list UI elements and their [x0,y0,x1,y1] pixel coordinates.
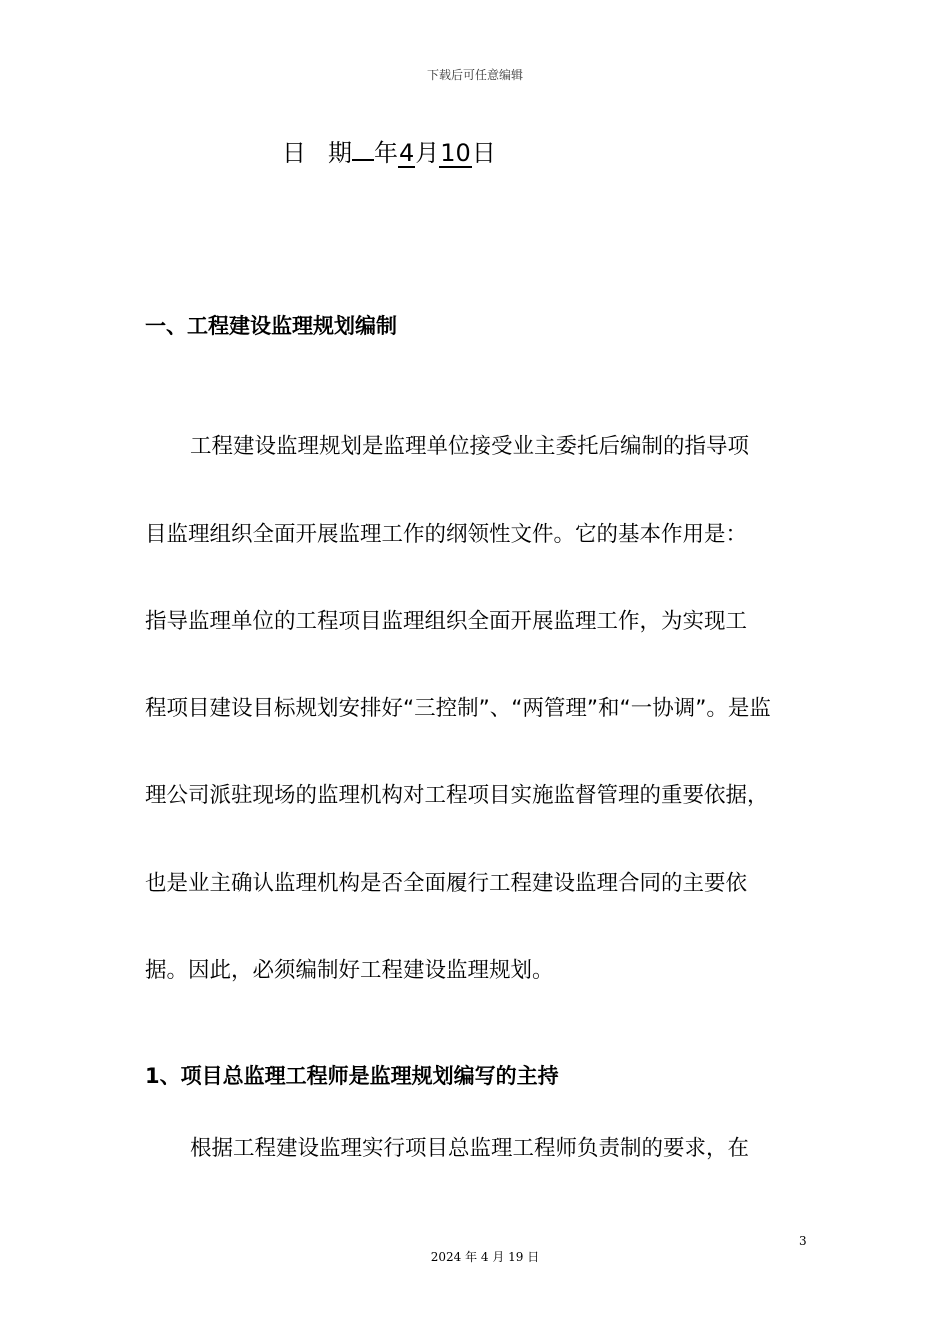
paragraph-line: 理公司派驻现场的监理机构对工程项目实施监督管理的重要依据， [145,783,769,808]
year-blank [352,159,374,161]
date-line [282,133,496,168]
date-label-year: 年 [374,139,398,167]
date-label-qi: 期 [328,139,352,167]
subheading: 1、项目总监理工程师是监理规划编写的主持 [145,1064,559,1088]
date-label-ri: 日 [282,139,306,167]
paragraph-line: 工程建设监理规划是监理单位接受业主委托后编制的指导项 [190,434,750,459]
page-number: 3 [799,1234,807,1248]
paragraph-line: 根据工程建设监理实行项目总监理工程师负责制的要求，在 [190,1136,750,1161]
paragraph-line: 程项目建设目标规划安排好“三控制”、“两管理”和“一协调”。是监 [145,696,771,721]
paragraph-line: 目监理组织全面开展监理工作的纲领性文件。它的基本作用是： [145,522,748,547]
section-heading: 一、工程建设监理规划编制 [145,314,397,338]
month-value: 4 [399,139,415,167]
paragraph-line: 也是业主确认监理机构是否全面履行工程建设监理合同的主要依 [145,871,748,896]
header-note: 下载后可任意编辑 [426,68,523,82]
date-label-day: 日 [471,139,496,167]
footer-date: 2024 年 4 月 19 日 [430,1250,540,1264]
paragraph-line: 指导监理单位的工程项目监理组织全面开展监理工作，为实现工 [145,609,748,634]
date-label-month: 月 [415,139,440,167]
day-value: 10 [440,139,471,167]
paragraph-line: 据。因此，必须编制好工程建设监理规划。 [145,958,554,983]
